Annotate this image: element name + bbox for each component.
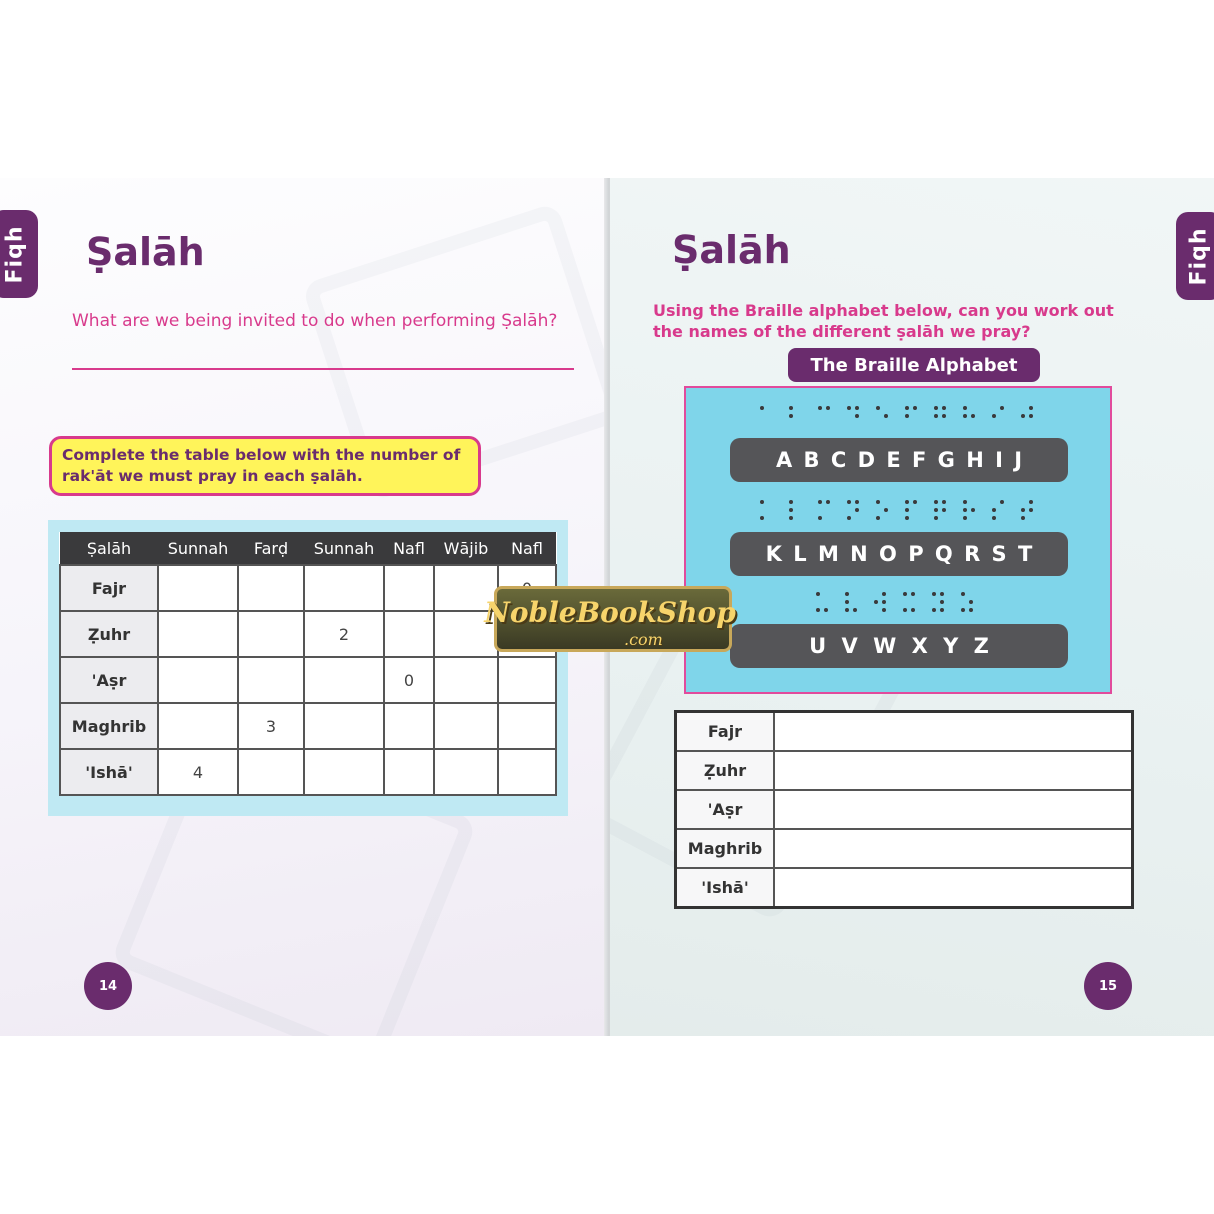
braille-dot bbox=[913, 500, 917, 504]
braille-dot bbox=[942, 414, 946, 418]
table-cell[interactable] bbox=[384, 749, 434, 795]
page-title: Ṣalāh bbox=[86, 230, 205, 274]
braille-dot bbox=[789, 516, 793, 520]
table-row bbox=[676, 868, 1133, 908]
braille-dot bbox=[884, 414, 888, 418]
braille-dot bbox=[963, 516, 967, 520]
page-number: 15 bbox=[1084, 962, 1132, 1010]
braille-cell-x bbox=[895, 590, 924, 614]
table-cell[interactable] bbox=[498, 703, 556, 749]
braille-dot bbox=[903, 608, 907, 612]
table-cell[interactable] bbox=[158, 657, 238, 703]
braille-cell-k bbox=[752, 498, 781, 522]
letter-row: K L M N O P Q R S T bbox=[765, 542, 1033, 566]
page-title: Ṣalāh bbox=[672, 228, 791, 272]
fiqh-tab bbox=[1176, 212, 1214, 300]
braille-dot bbox=[934, 516, 938, 520]
watermark-text: NobleBookShop bbox=[484, 596, 736, 629]
braille-cell-s bbox=[984, 498, 1013, 522]
braille-cell-q bbox=[926, 498, 955, 522]
braille-dot bbox=[876, 516, 880, 520]
braille-cell-l bbox=[781, 498, 810, 522]
table-row bbox=[60, 611, 556, 657]
braille-dot bbox=[905, 406, 909, 410]
braille-dot bbox=[963, 508, 967, 512]
row-label: Fajr bbox=[60, 565, 158, 611]
braille-dot bbox=[818, 516, 822, 520]
braille-dots-row bbox=[752, 498, 1042, 522]
letter-bar bbox=[730, 624, 1068, 668]
braille-cell-t bbox=[1013, 498, 1042, 522]
column-header: Nafl bbox=[384, 532, 434, 565]
braille-dot bbox=[826, 500, 830, 504]
table-cell[interactable] bbox=[304, 657, 384, 703]
braille-dot bbox=[940, 608, 944, 612]
braille-dot bbox=[845, 592, 849, 596]
braille-dot bbox=[826, 406, 830, 410]
braille-cell-u bbox=[808, 590, 837, 614]
braille-dot bbox=[884, 508, 888, 512]
braille-dot bbox=[940, 600, 944, 604]
braille-dot bbox=[874, 600, 878, 604]
column-header: Nafl bbox=[498, 532, 556, 565]
answer-cell[interactable] bbox=[774, 829, 1133, 868]
braille-dot bbox=[1021, 508, 1025, 512]
question-text: Using the Braille alphabet below, can you work out the names of the different ṣalāh we pray? bbox=[653, 301, 1114, 341]
letter-row: U V W X Y Z bbox=[809, 634, 989, 658]
braille-cell-a bbox=[752, 404, 781, 428]
braille-dot bbox=[971, 508, 975, 512]
braille-dot bbox=[992, 508, 996, 512]
row-label: 'Aṣr bbox=[60, 657, 158, 703]
braille-dot bbox=[1021, 516, 1025, 520]
question-text: What are we being invited to do when performing Ṣalāh? bbox=[72, 311, 558, 331]
table-cell[interactable] bbox=[304, 703, 384, 749]
table-cell[interactable] bbox=[238, 657, 304, 703]
table-cell[interactable] bbox=[158, 611, 238, 657]
table-cell[interactable] bbox=[238, 749, 304, 795]
braille-dot bbox=[961, 592, 965, 596]
braille-dot bbox=[905, 414, 909, 418]
braille-dot bbox=[1000, 500, 1004, 504]
braille-dot bbox=[963, 414, 967, 418]
table-row bbox=[60, 657, 556, 703]
braille-dot bbox=[934, 508, 938, 512]
braille-dot bbox=[961, 608, 965, 612]
column-header: Sunnah bbox=[158, 532, 238, 565]
braille-dot bbox=[942, 508, 946, 512]
braille-cell-r bbox=[955, 498, 984, 522]
braille-dot bbox=[824, 608, 828, 612]
table-row bbox=[60, 703, 556, 749]
braille-dot bbox=[903, 592, 907, 596]
table-row bbox=[60, 565, 556, 611]
letter-bar bbox=[730, 532, 1068, 576]
braille-dot bbox=[853, 608, 857, 612]
braille-dot bbox=[818, 406, 822, 410]
braille-dot bbox=[905, 500, 909, 504]
row-label: Fajr bbox=[676, 712, 775, 752]
braille-dot bbox=[845, 608, 849, 612]
page-number: 14 bbox=[84, 962, 132, 1010]
row-label: Maghrib bbox=[676, 829, 775, 868]
salah-names-table bbox=[674, 710, 1134, 909]
braille-dot bbox=[963, 406, 967, 410]
braille-dot bbox=[816, 608, 820, 612]
answer-line[interactable] bbox=[72, 368, 574, 370]
row-label: 'Ishā' bbox=[60, 749, 158, 795]
braille-dot bbox=[816, 592, 820, 596]
braille-dot bbox=[934, 414, 938, 418]
braille-dot bbox=[905, 516, 909, 520]
fiqh-tab bbox=[0, 210, 38, 298]
braille-dot bbox=[882, 608, 886, 612]
braille-dot bbox=[855, 508, 859, 512]
braille-dot bbox=[911, 592, 915, 596]
braille-dot bbox=[760, 516, 764, 520]
braille-dot bbox=[905, 508, 909, 512]
table-cell[interactable] bbox=[498, 657, 556, 703]
fiqh-tab-label: Fiqh bbox=[2, 225, 28, 283]
braille-dot bbox=[934, 500, 938, 504]
braille-dot bbox=[963, 500, 967, 504]
braille-dot bbox=[1029, 414, 1033, 418]
braille-cell-p bbox=[897, 498, 926, 522]
table-cell[interactable] bbox=[238, 565, 304, 611]
row-label: 'Ishā' bbox=[676, 868, 775, 908]
braille-dot bbox=[969, 608, 973, 612]
row-label: 'Aṣr bbox=[676, 790, 775, 829]
table-cell[interactable]: 2 bbox=[304, 611, 384, 657]
noblebookshop-watermark bbox=[484, 572, 736, 662]
braille-cell-j bbox=[1013, 404, 1042, 428]
braille-dot bbox=[855, 414, 859, 418]
braille-cell-h bbox=[955, 404, 984, 428]
braille-dot bbox=[789, 508, 793, 512]
answer-cell[interactable] bbox=[774, 751, 1133, 790]
braille-dot bbox=[992, 516, 996, 520]
table-cell[interactable] bbox=[304, 749, 384, 795]
rakat-table-frame bbox=[48, 520, 568, 816]
braille-alphabet-title: The Braille Alphabet bbox=[788, 348, 1040, 382]
braille-cell-y bbox=[924, 590, 953, 614]
table-cell[interactable] bbox=[434, 749, 498, 795]
table-cell[interactable] bbox=[434, 657, 498, 703]
table-cell[interactable] bbox=[434, 703, 498, 749]
fiqh-tab-label: Fiqh bbox=[1186, 227, 1212, 285]
braille-dot bbox=[789, 500, 793, 504]
watermark-subtext: .com bbox=[624, 630, 663, 649]
table-cell[interactable] bbox=[158, 565, 238, 611]
column-header: Sunnah bbox=[304, 532, 384, 565]
table-header-row bbox=[60, 532, 556, 565]
table-row bbox=[676, 829, 1133, 868]
braille-dot bbox=[847, 500, 851, 504]
braille-dot bbox=[789, 406, 793, 410]
braille-cell-g bbox=[926, 404, 955, 428]
braille-dot bbox=[789, 414, 793, 418]
braille-dot bbox=[940, 592, 944, 596]
braille-cell-m bbox=[810, 498, 839, 522]
answer-cell[interactable] bbox=[774, 790, 1133, 829]
braille-cell-n bbox=[839, 498, 868, 522]
table-cell[interactable]: 4 bbox=[158, 749, 238, 795]
row-label: Ẓuhr bbox=[676, 751, 775, 790]
table-row bbox=[676, 790, 1133, 829]
table-cell[interactable] bbox=[498, 749, 556, 795]
braille-cell-b bbox=[781, 404, 810, 428]
braille-dot bbox=[876, 406, 880, 410]
column-header: Farḍ bbox=[238, 532, 304, 565]
braille-dot bbox=[913, 406, 917, 410]
braille-dot bbox=[818, 500, 822, 504]
braille-dot bbox=[934, 406, 938, 410]
braille-dot bbox=[1029, 500, 1033, 504]
braille-dot bbox=[855, 500, 859, 504]
answer-cell[interactable] bbox=[774, 712, 1133, 752]
table-row bbox=[60, 749, 556, 795]
braille-dot bbox=[760, 500, 764, 504]
braille-alphabet-box bbox=[684, 386, 1112, 694]
row-label: Ẓuhr bbox=[60, 611, 158, 657]
braille-dots-row bbox=[808, 590, 982, 614]
table-cell[interactable] bbox=[384, 565, 434, 611]
braille-dot bbox=[911, 608, 915, 612]
braille-dot bbox=[1029, 508, 1033, 512]
braille-dot bbox=[932, 592, 936, 596]
answer-cell[interactable] bbox=[774, 868, 1133, 908]
braille-dot bbox=[760, 406, 764, 410]
braille-dot bbox=[1021, 414, 1025, 418]
braille-dot bbox=[942, 406, 946, 410]
braille-dot bbox=[876, 500, 880, 504]
braille-dot bbox=[1000, 406, 1004, 410]
braille-dot bbox=[942, 500, 946, 504]
table-cell[interactable]: 0 bbox=[384, 657, 434, 703]
braille-dot bbox=[845, 600, 849, 604]
braille-dot bbox=[847, 516, 851, 520]
braille-cell-e bbox=[868, 404, 897, 428]
braille-cell-d bbox=[839, 404, 868, 428]
column-header: Ṣalāh bbox=[60, 532, 158, 565]
table-cell[interactable] bbox=[158, 703, 238, 749]
braille-dot bbox=[932, 608, 936, 612]
braille-dot bbox=[1029, 406, 1033, 410]
braille-dots-row bbox=[752, 404, 1042, 428]
braille-dot bbox=[847, 406, 851, 410]
table-cell[interactable]: 3 bbox=[238, 703, 304, 749]
table-row bbox=[676, 712, 1133, 752]
braille-dot bbox=[969, 600, 973, 604]
letter-row: A B C D E F G H I J bbox=[775, 448, 1023, 472]
letter-bar bbox=[730, 438, 1068, 482]
table-cell[interactable] bbox=[304, 565, 384, 611]
braille-cell-o bbox=[868, 498, 897, 522]
braille-dot bbox=[855, 406, 859, 410]
table-row bbox=[676, 751, 1133, 790]
braille-cell-w bbox=[866, 590, 895, 614]
braille-cell-v bbox=[837, 590, 866, 614]
table-cell[interactable] bbox=[384, 703, 434, 749]
braille-cell-f bbox=[897, 404, 926, 428]
rakat-table bbox=[59, 532, 557, 796]
instruction-box: Complete the table below with the number of rak'āt we must pray in each ṣalāh. bbox=[49, 436, 481, 496]
braille-dot bbox=[971, 414, 975, 418]
table-cell[interactable] bbox=[384, 611, 434, 657]
braille-cell-i bbox=[984, 404, 1013, 428]
column-header: Wājib bbox=[434, 532, 498, 565]
row-label: Maghrib bbox=[60, 703, 158, 749]
braille-dot bbox=[882, 592, 886, 596]
braille-cell-z bbox=[953, 590, 982, 614]
braille-cell-c bbox=[810, 404, 839, 428]
braille-dot bbox=[992, 414, 996, 418]
braille-dot bbox=[882, 600, 886, 604]
table-cell[interactable] bbox=[238, 611, 304, 657]
